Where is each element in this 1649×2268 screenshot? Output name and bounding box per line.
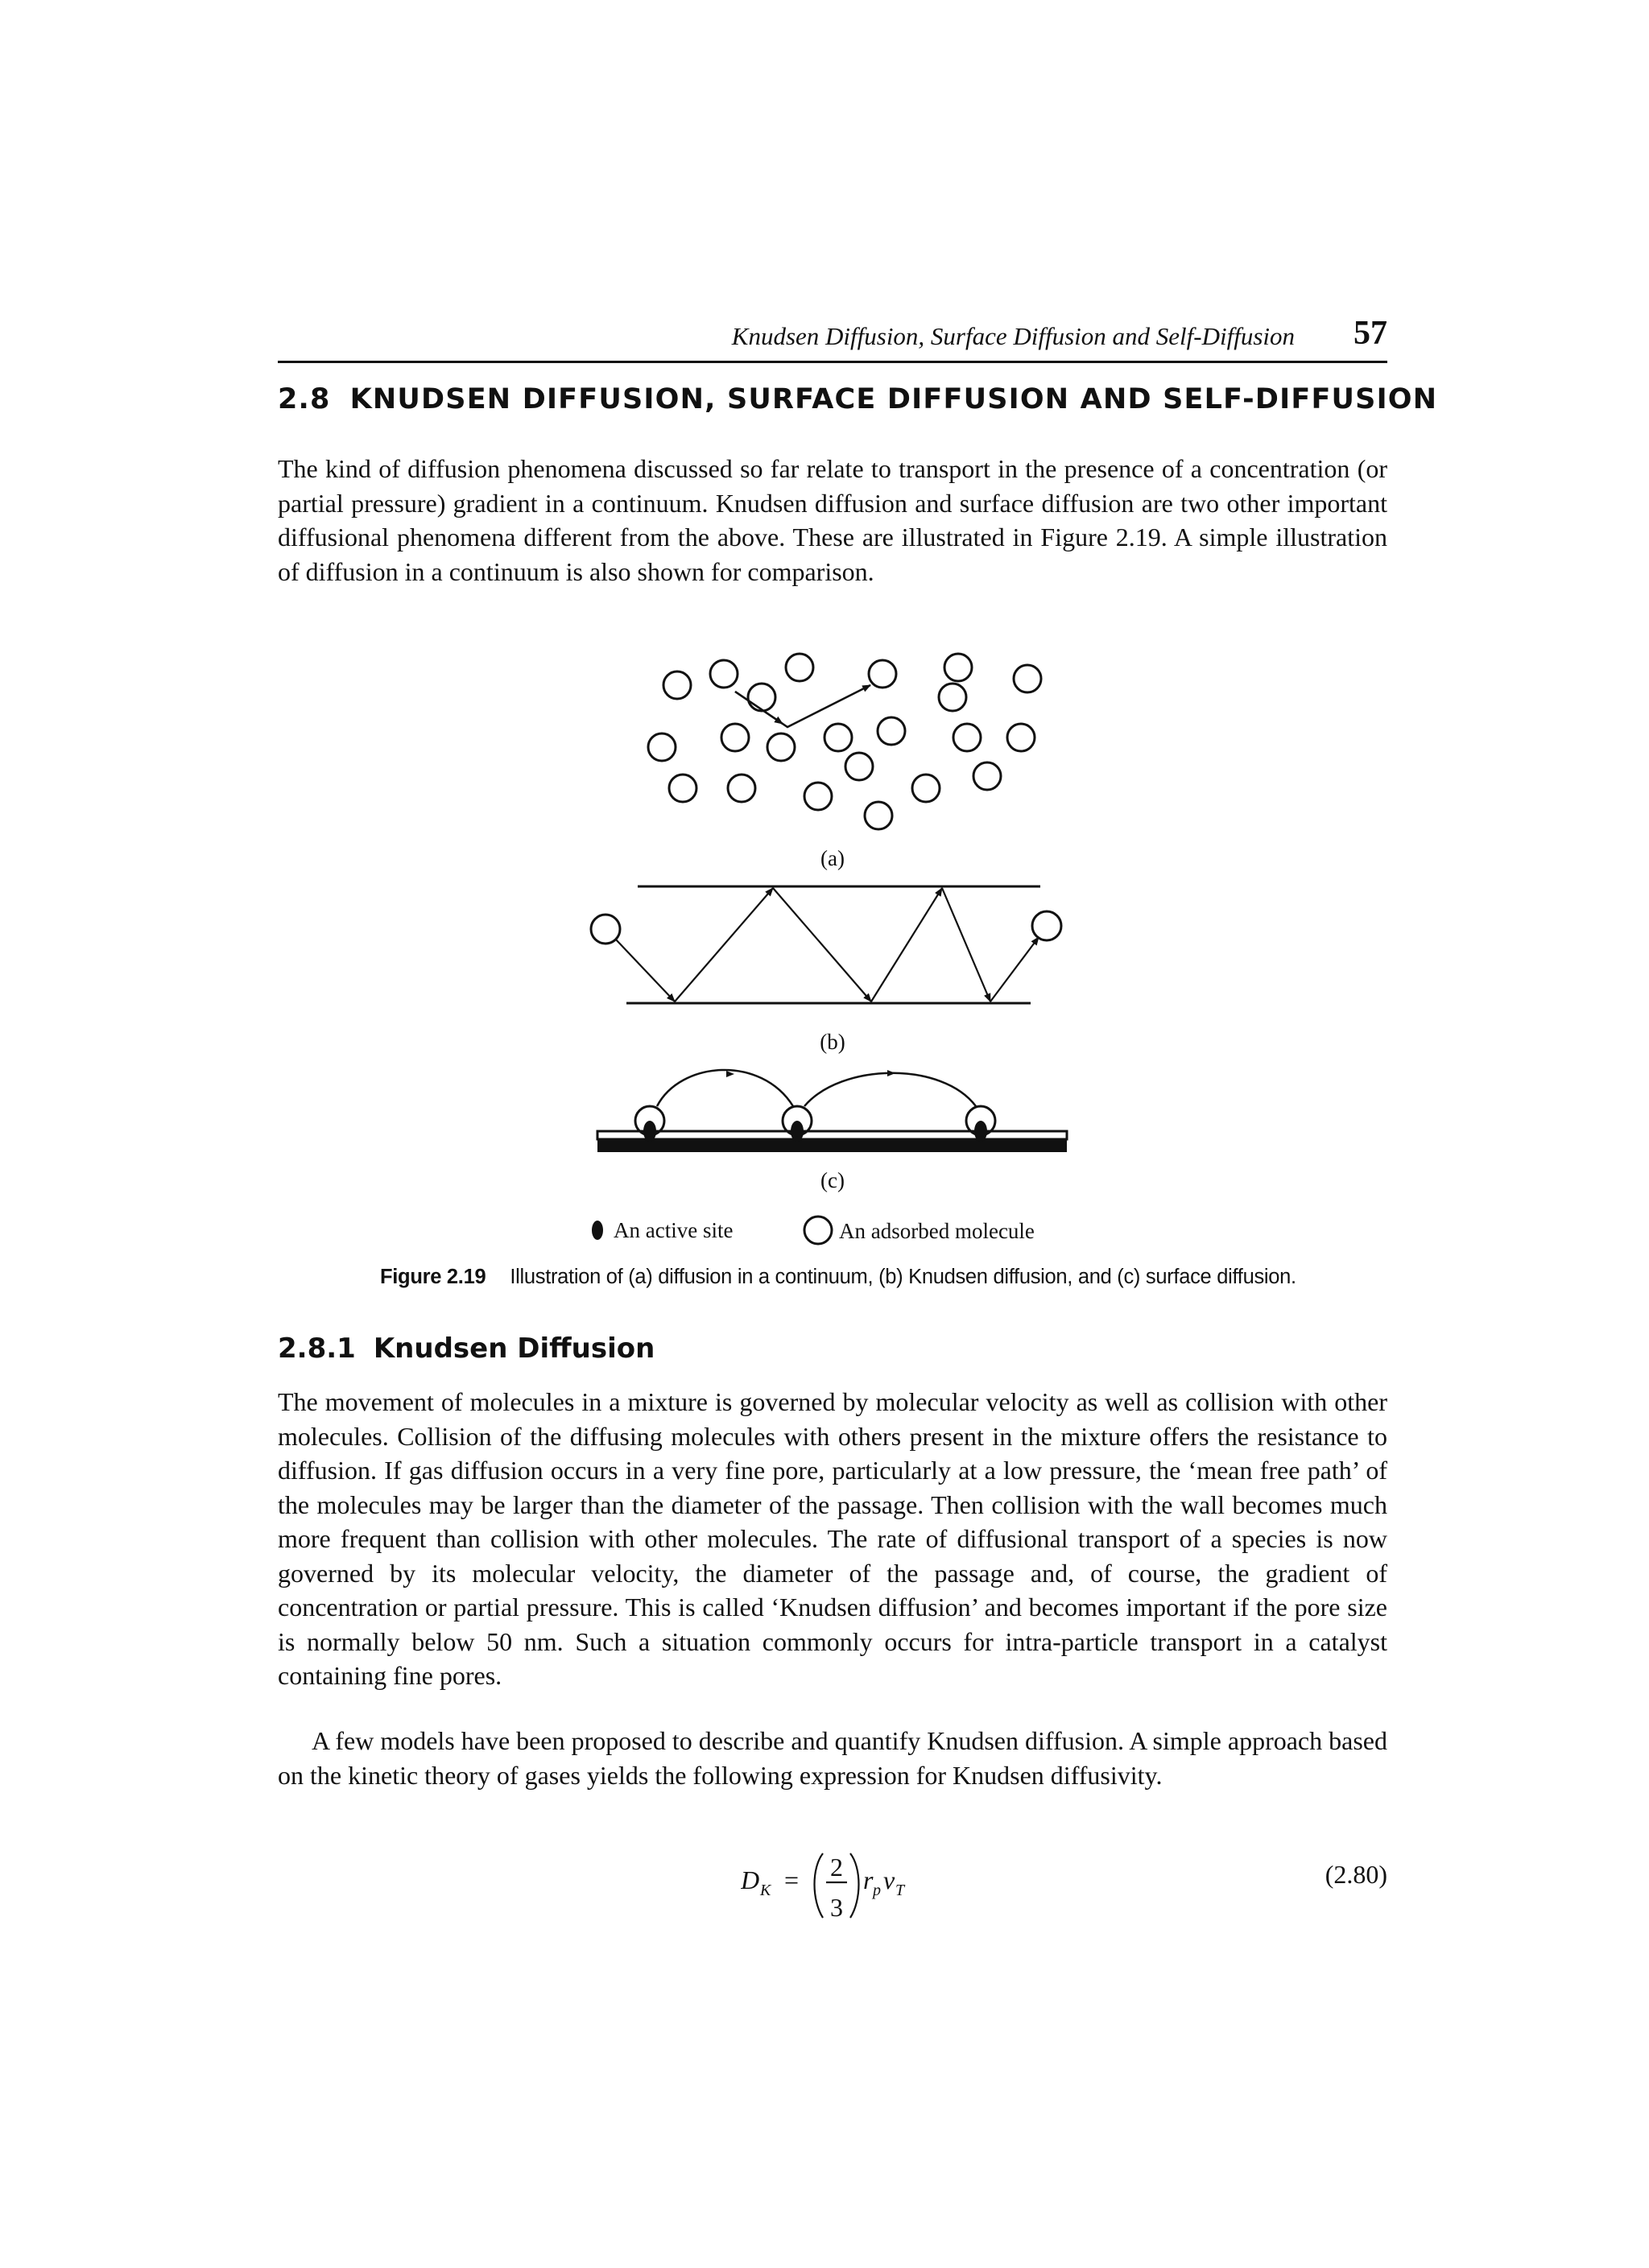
molecule xyxy=(648,733,676,761)
eq-D: D xyxy=(741,1865,760,1894)
intro-paragraph: The kind of diffusion phenomena discussed so far relate to transport in the presence of a concentration (or partial pressure) gradient in a continuum. Knudsen diffusion and surface diffusion are two other important diffusional phenomena different from the above. These are illustrated in Figure 2.19. A simple illustration of diffusion in a continuum is also shown for comparison. xyxy=(278,454,1387,586)
molecule xyxy=(865,802,892,829)
active-site-icon xyxy=(592,1221,603,1240)
surface-substrate xyxy=(597,1139,1067,1152)
adsorbed-molecule-icon xyxy=(804,1217,832,1244)
equation-2-80 xyxy=(741,1844,1063,1932)
molecule xyxy=(767,733,795,761)
eq-D-subscript: K xyxy=(760,1882,771,1899)
molecule xyxy=(748,684,775,711)
hop-arrow xyxy=(804,1073,976,1106)
molecule xyxy=(973,762,1001,790)
body-paragraph: A few models have been proposed to describe and quantify Knudsen diffusion. A simple approach based on the kinetic theory of gases yields the following expression for Knudsen diffusivity. xyxy=(278,1726,1387,1790)
eq-right-paren xyxy=(850,1853,859,1918)
section-title: KNUDSEN DIFFUSION, SURFACE DIFFUSION AND SELF-DIFFUSION xyxy=(349,383,1438,415)
molecule xyxy=(912,775,940,802)
panel-c-surface xyxy=(597,1070,1067,1152)
molecule xyxy=(944,654,972,681)
page-number: 57 xyxy=(1354,315,1387,352)
figure-caption-label: Figure 2.19 xyxy=(380,1266,486,1288)
molecule xyxy=(804,783,832,810)
molecule xyxy=(669,775,696,802)
molecule xyxy=(939,684,966,711)
molecule xyxy=(728,775,755,802)
legend-active-site: An active site xyxy=(614,1218,734,1242)
panel-b-knudsen xyxy=(591,886,1061,1003)
eq-v: v xyxy=(883,1865,895,1894)
eq-left-paren xyxy=(815,1853,824,1918)
eq-numerator: 2 xyxy=(830,1853,843,1882)
molecule xyxy=(1007,724,1035,751)
section-number: 2.8 xyxy=(278,383,331,415)
eq-r-subscript: p xyxy=(873,1882,881,1899)
molecule xyxy=(710,660,738,688)
molecule xyxy=(869,660,896,688)
active-site xyxy=(643,1121,656,1142)
panel-label-a: (a) xyxy=(820,846,845,870)
molecule-start xyxy=(591,915,620,944)
eq-v-subscript: T xyxy=(895,1882,905,1899)
eq-equals: = xyxy=(784,1865,800,1894)
active-site xyxy=(791,1121,804,1142)
hop-arrow xyxy=(657,1070,793,1106)
molecule xyxy=(824,724,852,751)
molecule xyxy=(663,671,691,699)
panel-label-c: (c) xyxy=(820,1168,845,1192)
panel-a-continuum xyxy=(648,654,1041,829)
molecule xyxy=(953,724,981,751)
figure-caption xyxy=(380,1266,1296,1289)
molecule xyxy=(721,724,749,751)
molecule xyxy=(878,717,905,745)
molecule xyxy=(786,654,813,681)
subsection-number: 2.8.1 xyxy=(278,1332,356,1365)
equation-number: (2.80) xyxy=(1325,1860,1387,1889)
subsection-title: Knudsen Diffusion xyxy=(373,1332,655,1365)
surface-layer xyxy=(597,1131,1067,1139)
molecule xyxy=(1014,665,1041,692)
eq-denominator: 3 xyxy=(830,1893,843,1922)
legend-adsorbed-molecule: An adsorbed molecule xyxy=(839,1219,1035,1243)
molecule-end xyxy=(1032,911,1061,940)
subsection-heading xyxy=(278,1332,655,1365)
body-paragraph: The movement of molecules in a mixture is governed by molecular velocity as well as collision with other molecules. Collision of the diffusing molecules with others present in the mixture offers the resistance to diffusion. If gas diffusion occurs in a very fine pore, particularly at a low pressure, the ‘mean free path’ of the molecules may be larger than the diameter of the passage. Then collision with the wall becomes much more frequent than collision with other molecules. The rate of diffusional transport of a species is now governed by its molecular velocity, the diameter of the passage and, of course, the gradient of concentration or partial pressure. This is called ‘Knudsen diffusion’ and becomes important if the pore size is normally below 50 nm. Such a situation commonly occurs for intra-particle transport in a catalyst containing fine pores. xyxy=(278,1387,1387,1690)
running-head-title: Knudsen Diffusion, Surface Diffusion and Self-Diffusion xyxy=(731,322,1295,350)
active-site xyxy=(974,1121,987,1142)
figure-caption-text: Illustration of (a) diffusion in a continuum, (b) Knudsen diffusion, and (c) surface diffusion. xyxy=(510,1266,1296,1288)
eq-r: r xyxy=(863,1865,874,1894)
molecule xyxy=(845,753,873,780)
panel-label-b: (b) xyxy=(820,1030,845,1054)
